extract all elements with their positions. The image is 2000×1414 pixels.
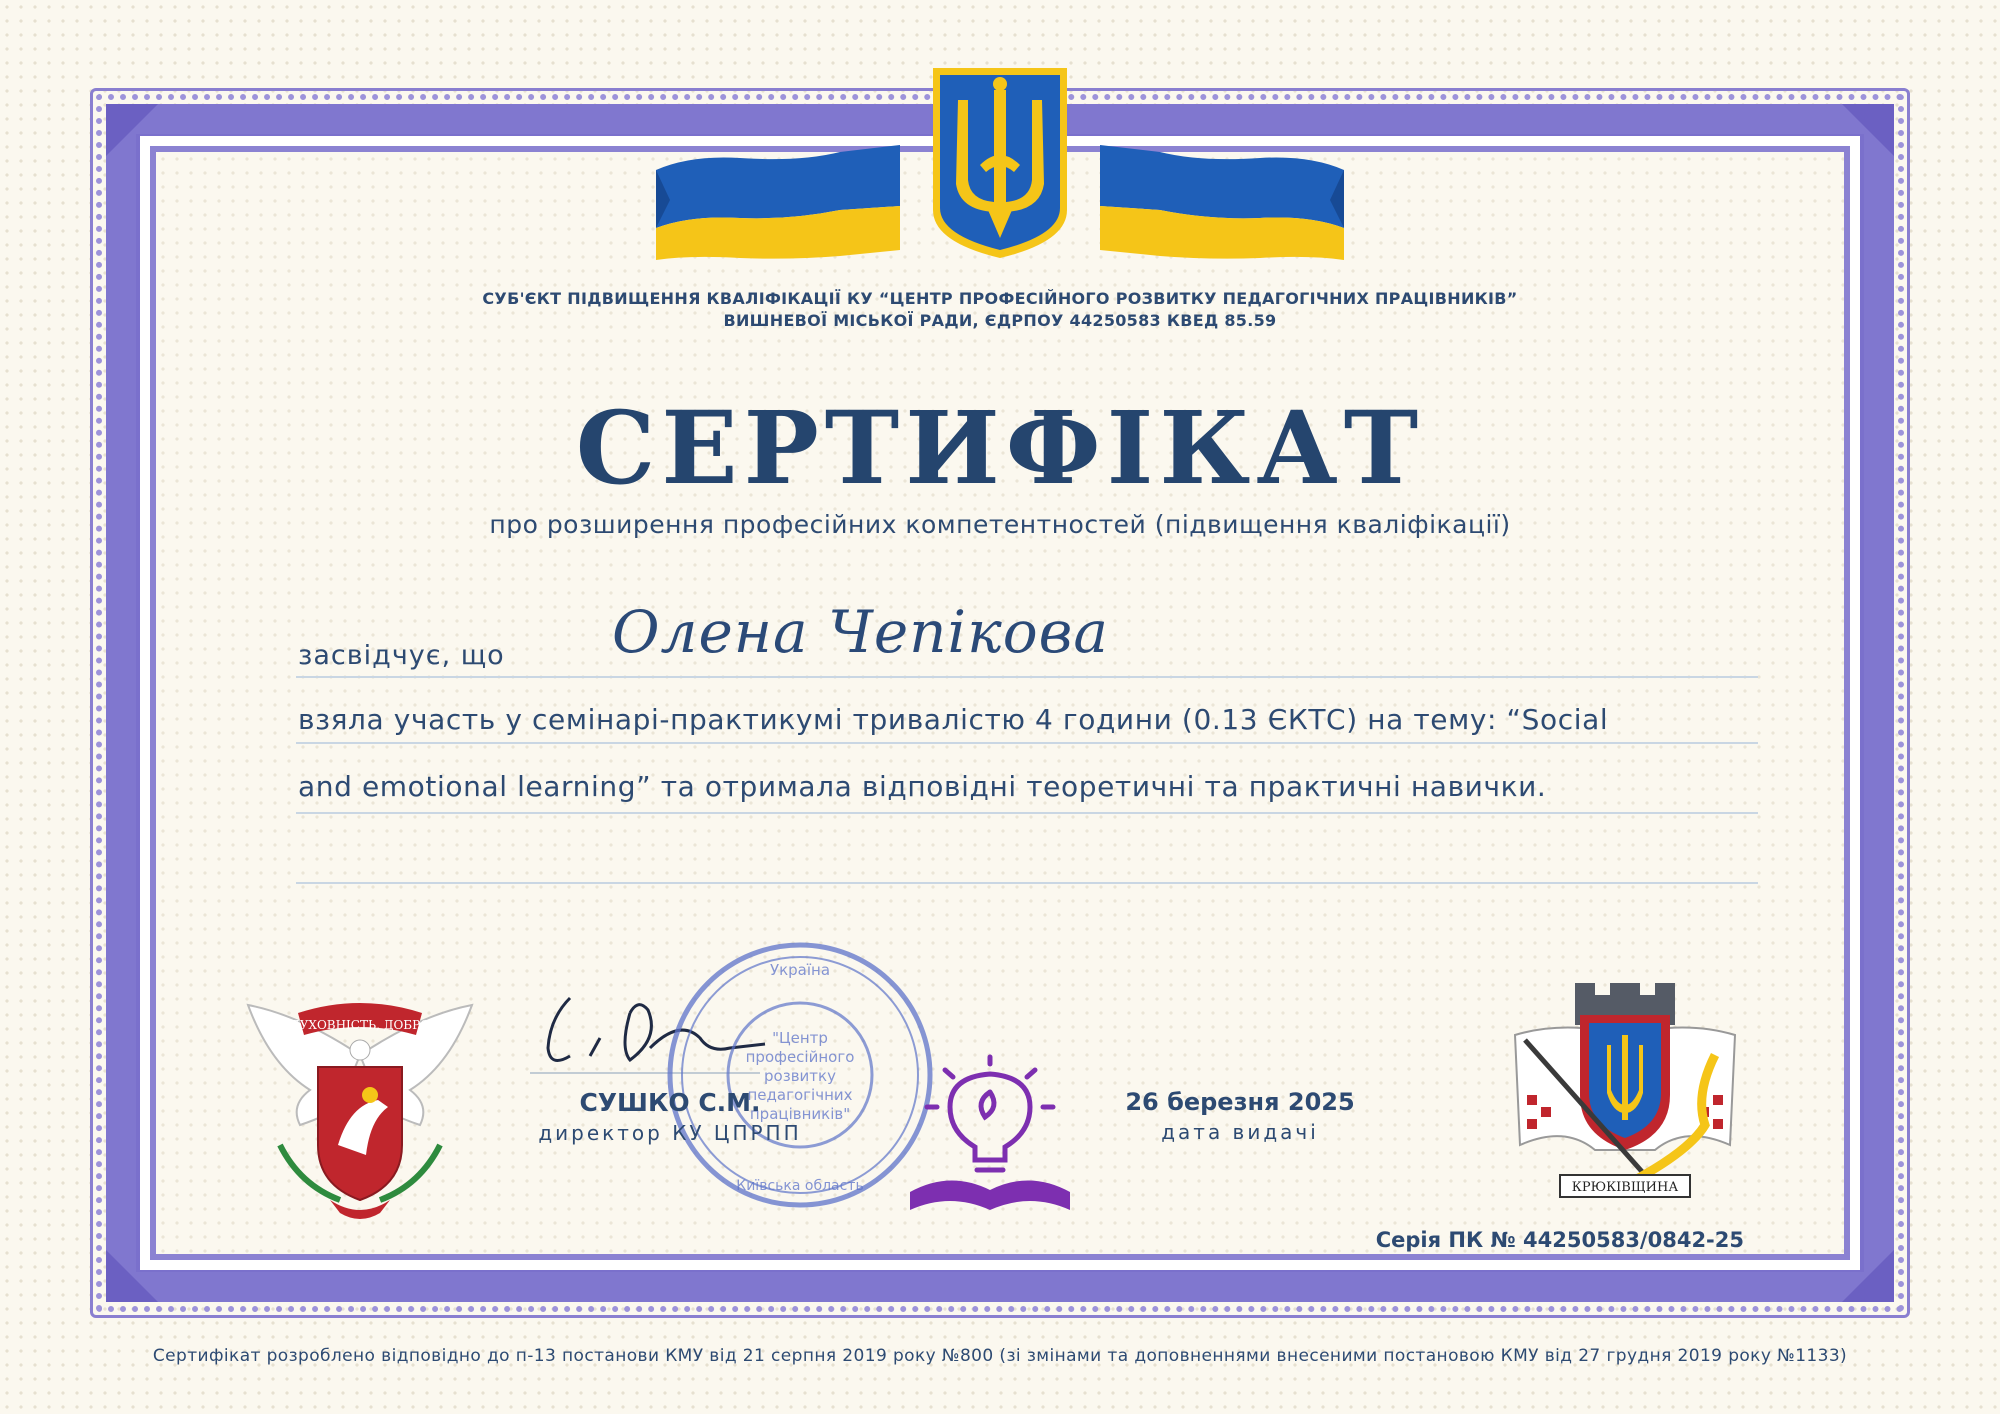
certificate-subtitle: про розширення професійних компетентностей (підвищення кваліфікації) [489, 510, 1511, 539]
svg-text:"Центр: "Центр [772, 1029, 828, 1047]
ruled-line [296, 882, 1758, 884]
frame-corner-top-right [1842, 104, 1894, 156]
issue-date-block [1120, 1088, 1360, 1144]
ruled-line [296, 676, 1758, 678]
issuer-line-1: СУБ'ЄКТ ПІДВИЩЕННЯ КВАЛІФІКАЦІЇ КУ “ЦЕНТР ПРОФЕСІЙНОГО РОЗВИТКУ ПЕДАГОГІЧНИХ ПРАЦІВНИКІВ” [482, 289, 1518, 308]
svg-text:розвитку: розвитку [764, 1067, 836, 1085]
dove-emblem-logo [240, 995, 480, 1220]
body-line-2: and emotional learning” та отримала відповідні теоретичні та практичні навички. [298, 770, 1547, 803]
certifies-label: засвідчує, що [298, 640, 505, 671]
left-logo-banner: ДУХОВНІСТЬ, ДОБРО [289, 1018, 431, 1032]
svg-text:працівників": працівників" [749, 1105, 851, 1123]
signer-role: директор КУ ЦПРПП [538, 1121, 802, 1145]
signer-name: СУШКО С.М. [579, 1088, 761, 1117]
ruled-line [296, 812, 1758, 814]
frame-corner-top-left [106, 104, 158, 156]
lightbulb-book-icon [905, 1052, 1085, 1212]
svg-text:педагогічних: педагогічних [747, 1086, 853, 1104]
frame-corner-bottom-right [1842, 1250, 1894, 1302]
legal-footer: Сертифікат розроблено відповідно до п-13 постанови КМУ від 21 серпня 2019 року №800 (зі змінами та доповненнями внесеними постановою КМУ від 27 грудня 2019 року №1133) [152, 1346, 1848, 1366]
recipient-name: Олена Чепікова [612, 598, 1109, 666]
body-line-1: взяла участь у семінарі-практикумі тривалістю 4 години (0.13 ЄКТС) на тему: “Social [298, 703, 1609, 736]
ukraine-flag-ribbon-icon [650, 60, 1350, 260]
issue-date-label: дата видачі [1161, 1120, 1319, 1144]
krukivshchyna-coat-of-arms-logo [1505, 975, 1745, 1205]
issuer-line-2: ВИШНЕВОЇ МІСЬКОЇ РАДИ, ЄДРПОУ 44250583 КВЕД 85.59 [723, 311, 1277, 330]
official-stamp-icon [660, 935, 940, 1215]
frame-corner-bottom-left [106, 1250, 158, 1302]
certificate-title: СЕРТИФІКАТ [575, 389, 1425, 507]
signer-block [520, 1088, 820, 1145]
certificate-serial: Серія ПК № 44250583/0842-25 [1375, 1228, 1744, 1252]
svg-text:Київська область: Київська область [736, 1178, 864, 1194]
ruled-line [296, 742, 1758, 744]
right-logo-banner: КРЮКІВЩИНА [1571, 1180, 1679, 1195]
issue-date: 26 березня 2025 [1125, 1088, 1355, 1116]
svg-text:Україна: Україна [769, 961, 831, 979]
svg-text:професійного: професійного [745, 1048, 855, 1066]
issuer-block [300, 288, 1700, 332]
